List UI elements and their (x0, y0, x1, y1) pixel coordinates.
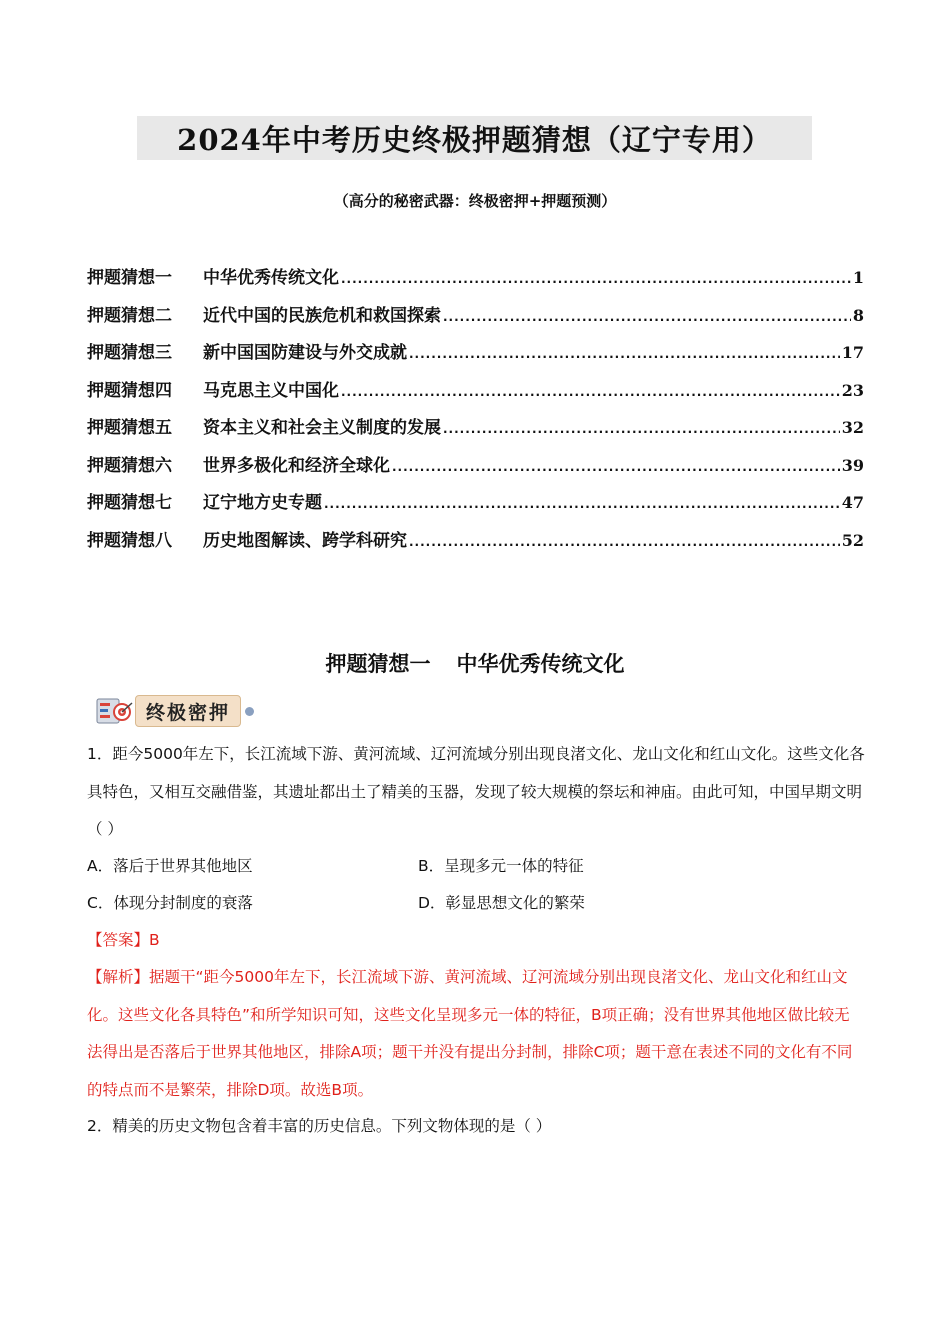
toc-leader (341, 272, 851, 286)
question-2-stem: 2．精美的历史文物包含着丰富的历史信息。下列文物体现的是（ ） (87, 1117, 552, 1135)
toc-leader (409, 535, 840, 549)
toc-label: 押题猜想三 (87, 343, 172, 363)
toc-page: 32 (841, 418, 864, 437)
document-title: 2024年中考历史终极押题猜想（辽宁专用） (177, 122, 772, 157)
toc-leader (324, 497, 840, 511)
section-title: 中华优秀传统文化 (456, 652, 625, 676)
banner-dot-icon (245, 707, 254, 716)
toc-page: 47 (841, 493, 864, 512)
option-d[interactable]: D．彰显思想文化的繁荣 (418, 894, 585, 913)
toc-label: 押题猜想一 (87, 268, 172, 288)
toc-title: 历史地图解读、跨学科研究 (203, 530, 407, 551)
toc-label: 押题猜想二 (87, 305, 172, 326)
toc-label: 押题猜想四 (87, 380, 172, 401)
question-1-stem: 1．距今5000年左下，长江流域下游、黄河流域、辽河流域分别出现良渚文化、龙山文化和红山文化。这些文化各具特色，又相互交融借鉴，其遗址都出土了精美的玉器，发现了较大规模的祭坛和神庙。由此可知，中国早期文明（ ） (87, 745, 865, 838)
document-subtitle: （高分的秘密武器：终极密押+押题预测） (333, 192, 617, 210)
toc-title: 辽宁地方史专题 (203, 493, 322, 513)
question-1-options (87, 846, 865, 921)
toc-entry-8[interactable] (87, 526, 864, 564)
question-1-analysis (87, 959, 865, 1109)
section-label: 押题猜想一 (325, 652, 431, 676)
toc-page: 23 (841, 380, 864, 400)
table-of-contents (87, 263, 864, 563)
toc-leader (341, 385, 840, 399)
toc-title: 马克思主义中国化 (203, 380, 339, 401)
section-heading (0, 648, 950, 678)
toc-label: 押题猜想六 (87, 455, 172, 476)
toc-entry-5[interactable] (87, 413, 864, 451)
toc-label: 押题猜想五 (87, 418, 172, 438)
toc-leader (409, 347, 840, 361)
toc-title: 资本主义和社会主义制度的发展 (203, 418, 441, 438)
analysis-label: 【解析】 (87, 968, 150, 986)
toc-title: 中华优秀传统文化 (203, 268, 339, 288)
toc-title: 近代中国的民族危机和救国探索 (203, 305, 441, 326)
option-b[interactable]: B．呈现多元一体的特征 (418, 856, 584, 875)
toc-entry-7[interactable] (87, 488, 864, 526)
toc-entry-4[interactable] (87, 376, 864, 414)
toc-page: 17 (841, 343, 864, 362)
question-1-answer: 【答案】B (87, 931, 160, 949)
toc-label: 押题猜想七 (87, 493, 172, 513)
toc-title: 世界多极化和经济全球化 (203, 455, 390, 476)
banner-label: 终极密押 (135, 695, 241, 727)
toc-page: 39 (841, 455, 864, 475)
target-board-icon (95, 695, 135, 727)
option-a[interactable]: A．落后于世界其他地区 (87, 856, 253, 875)
toc-leader (443, 310, 851, 324)
toc-page: 1 (852, 268, 864, 287)
toc-leader (443, 422, 840, 436)
toc-label: 押题猜想八 (87, 530, 172, 551)
toc-entry-1[interactable] (87, 263, 864, 301)
toc-page: 52 (841, 530, 864, 550)
toc-entry-3[interactable] (87, 338, 864, 376)
section-banner (95, 693, 254, 729)
toc-entry-2[interactable] (87, 301, 864, 339)
analysis-text: 据题干“距今5000年左下，长江流域下游、黄河流域、辽河流域分别出现良渚文化、龙山文化和红山文化。这些文化各具特色”和所学知识可知，这些文化呈现多元一体的特征，B项正确；没有世界其他地区做比较无法得出是否落后于世界其他地区，排除A项；题干并没有提出分封制，排除C项；题干意在表述不同的文化有不同的特点而不是繁荣，排除D项。故选B项。 (87, 968, 853, 1099)
toc-leader (392, 460, 840, 474)
toc-title: 新中国国防建设与外交成就 (203, 343, 407, 363)
toc-page: 8 (852, 305, 864, 325)
option-c[interactable]: C．体现分封制度的衰落 (87, 894, 253, 913)
title-banner (137, 116, 812, 160)
toc-entry-6[interactable] (87, 451, 864, 489)
